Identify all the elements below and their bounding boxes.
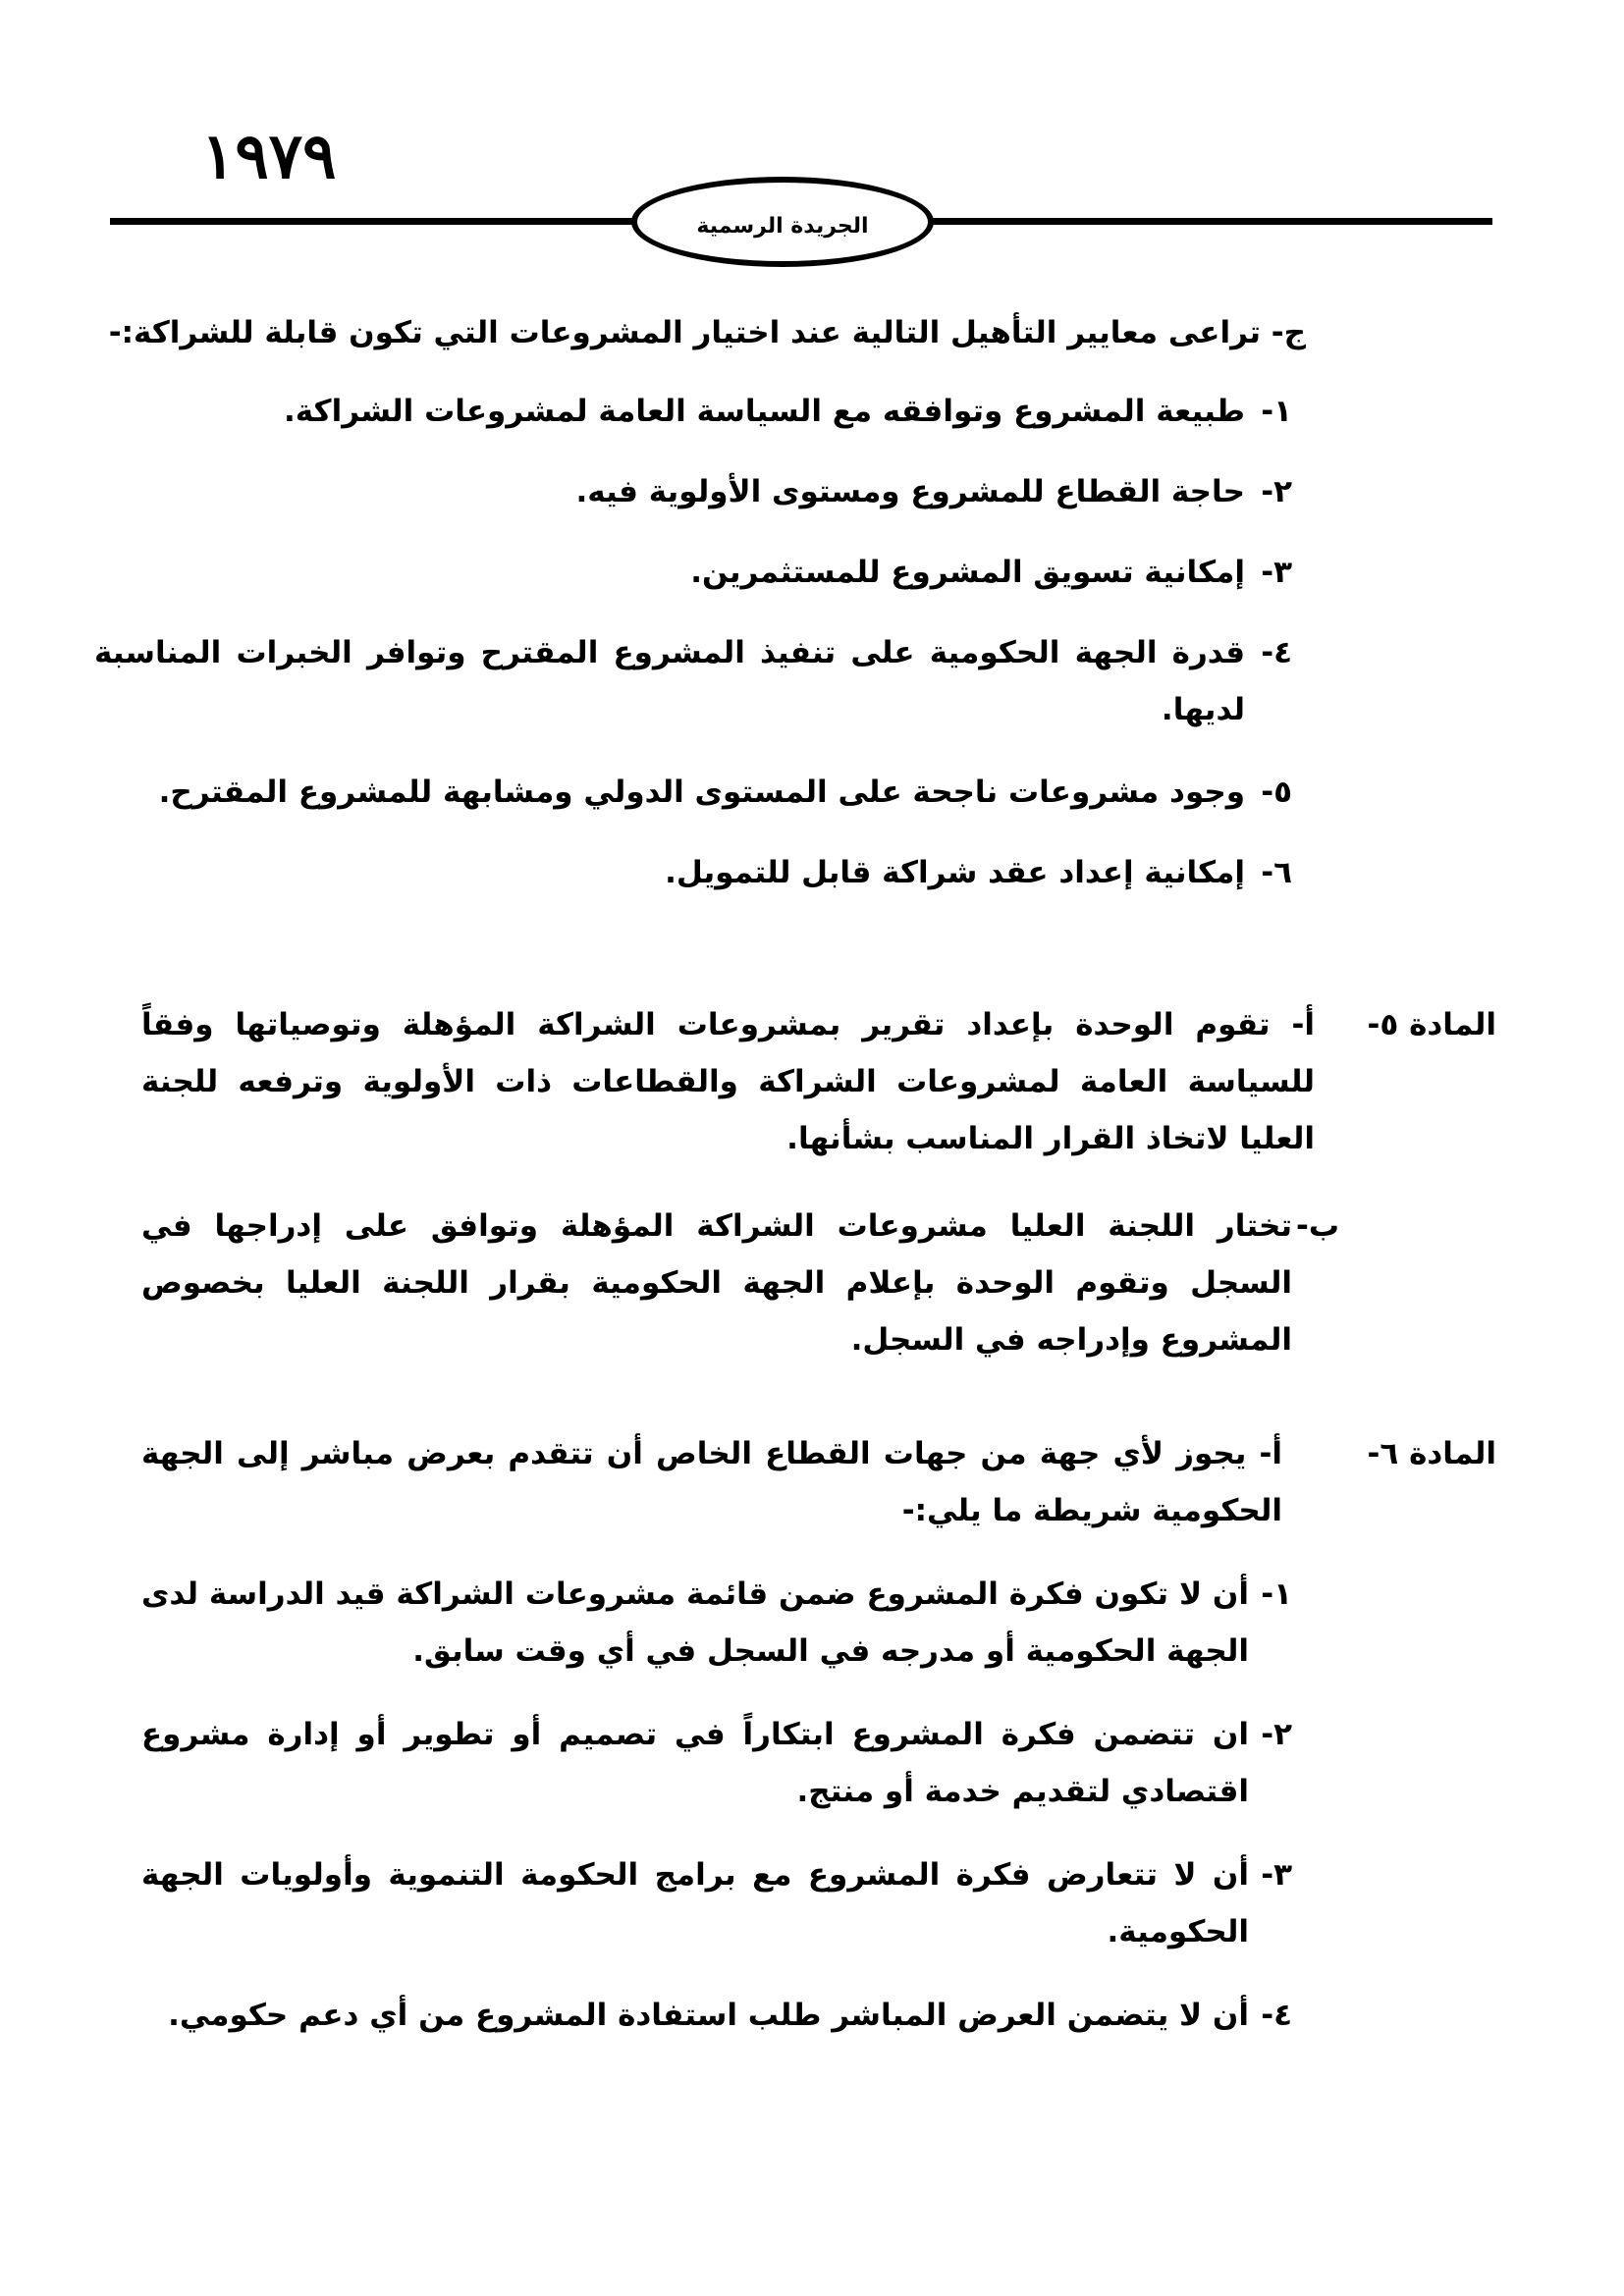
item-text: وجود مشروعات ناجحة على المستوى الدولي ومشابهة للمشروع المقترح.	[158, 774, 1245, 810]
item-text: حاجة القطاع للمشروع ومستوى الأولوية فيه.	[575, 474, 1245, 509]
section-c-item	[94, 544, 1292, 601]
section-c-item	[94, 624, 1292, 738]
item-text: ان تتضمن فكرة المشروع ابتكاراً في تصميم أو تطوير أو إدارة مشروع اقتصادي لتقديم خدمة أو منتج.	[141, 1717, 1249, 1809]
article-5-label: المادة ٥-	[1367, 1007, 1496, 1042]
section-c-item	[94, 383, 1292, 440]
article-5-paragraph-a: أ- تقوم الوحدة بإعداد تقرير بمشروعات الشراكة المؤهلة وتوصياتها وفقاً للسياسة العامة لمشروعات الشراكة والقطاعات ذات الأولوية وترفعه للجنة العليا لاتخاذ القرار المناسب بشأنها.	[141, 1007, 1315, 1156]
gazette-title: الجريدة الرسمية	[696, 213, 869, 239]
article-6-paragraph-a: أ- يجوز لأي جهة من جهات القطاع الخاص أن تتقدم بعرض مباشر إلى الجهة الحكومية شريطة ما يلي:-	[141, 1436, 1282, 1528]
item-text: إمكانية تسويق المشروع للمستثمرين.	[690, 555, 1245, 590]
article-5-paragraph-b-mark: ب-	[1295, 1208, 1339, 1244]
item-number: ٥-	[1261, 774, 1292, 810]
section-c-intro: ج- تراعى معايير التأهيل التالية عند اختيار المشروعات التي تكون قابلة للشراكة:-	[108, 315, 1306, 350]
item-number: ٢-	[1261, 1717, 1292, 1752]
item-number: ٤-	[1261, 635, 1292, 670]
article-6-item	[141, 1987, 1292, 2044]
page-number: ١٩٧٩	[201, 120, 337, 193]
section-c-item	[94, 844, 1292, 901]
item-text: أن لا تكون فكرة المشروع ضمن قائمة مشروعات الشراكة قيد الدراسة لدى الجهة الحكومية أو مدرجه في السجل في أي وقت سابق.	[141, 1576, 1249, 1669]
item-number: ١-	[1261, 1576, 1292, 1612]
item-text: أن لا تتعارض فكرة المشروع مع برامج الحكومة التنموية وأولويات الجهة الحكومية.	[141, 1857, 1249, 1949]
item-number: ٢-	[1261, 474, 1292, 509]
item-text: إمكانية إعداد عقد شراكة قابل للتمويل.	[665, 855, 1245, 890]
header-rule-left	[110, 218, 638, 225]
item-number: ١-	[1261, 394, 1292, 429]
article-6-item	[141, 1846, 1292, 1960]
section-c-item	[94, 463, 1292, 520]
header-rule-right	[928, 218, 1492, 225]
item-text: طبيعة المشروع وتوافقه مع السياسة العامة لمشروعات الشراكة.	[283, 394, 1245, 429]
article-6-label: المادة ٦-	[1367, 1436, 1496, 1471]
item-number: ٦-	[1261, 855, 1292, 890]
gazette-title-oval	[631, 177, 934, 267]
article-6-item	[141, 1566, 1292, 1680]
item-text: قدرة الجهة الحكومية على تنفيذ المشروع المقترح وتوافر الخبرات المناسبة لديها.	[94, 635, 1245, 727]
item-number: ٣-	[1261, 555, 1292, 590]
item-number: ٣-	[1261, 1857, 1292, 1893]
article-5-paragraph-b: تختار اللجنة العليا مشروعات الشراكة المؤهلة وتوافق على إدراجها في السجل وتقوم الوحدة بإعلام الجهة الحكومية بقرار اللجنة العليا بخصوص المشروع وإدراجه في السجل.	[141, 1208, 1292, 1358]
article-6-item	[141, 1706, 1292, 1820]
item-text: أن لا يتضمن العرض المباشر طلب استفادة المشروع من أي دعم حكومي.	[168, 1998, 1249, 2033]
item-number: ٤-	[1261, 1998, 1292, 2033]
section-c-item	[94, 764, 1292, 821]
